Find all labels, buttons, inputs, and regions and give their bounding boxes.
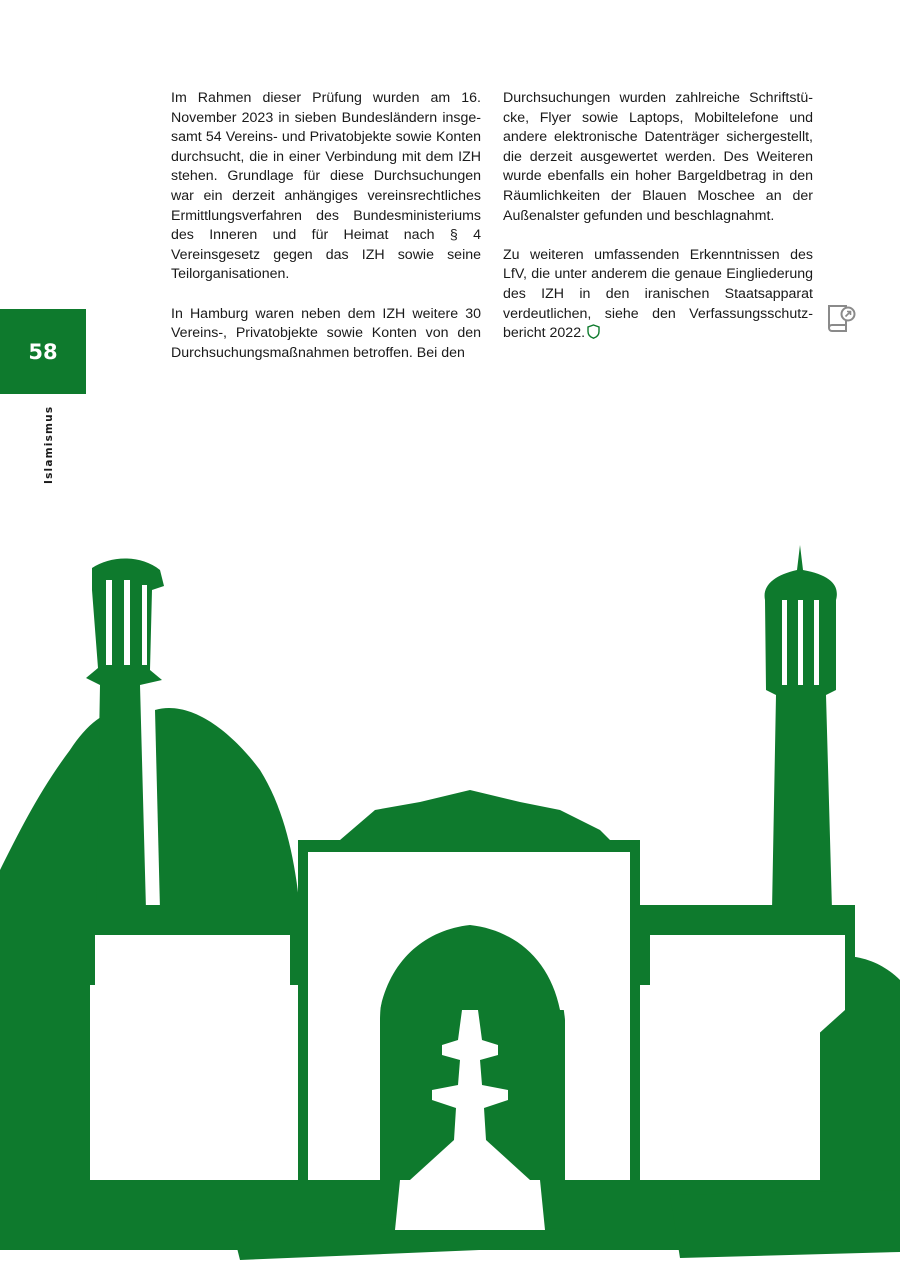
mosque-illustration	[0, 540, 900, 1272]
page-number: 58	[28, 339, 58, 364]
section-label: Islamismus	[43, 405, 55, 484]
page-number-tab	[0, 309, 86, 394]
paragraph: Durchsuchungen wurden zahlreiche Schriftstücke, Flyer sowie Laptops, Mobiltelefone und andere elektronische Datenträger sichergestellt, die derzeit ausgewertet werden. Des Weiteren wurde ebenfalls ein hoher Bargeldbetrag in den Räumlichkeiten der Blauen Moschee an der Außenalster gefunden und beschlagnahmt.	[503, 90, 813, 224]
paragraph-text: Zu weiteren umfassenden Erkenntnissen des LfV, die unter anderem die genaue Eingliederung des IZH in den iranischen Staatsapparat verdeutlichen, siehe den Verfassungsschutzbericht 2022.	[503, 246, 813, 342]
paragraph	[503, 246, 813, 344]
book-link-icon[interactable]	[824, 302, 858, 336]
text-column-right	[503, 89, 813, 363]
shield-icon	[587, 324, 600, 339]
paragraph: In Hamburg waren neben dem IZH weitere 30 Vereins-, Privatobjekte sowie Konten von den Durchsuchungsmaßnahmen betroffen. Bei den	[171, 305, 481, 361]
text-column-left	[171, 89, 481, 383]
paragraph: Im Rahmen dieser Prüfung wurden am 16. November 2023 in sieben Bundesländern insgesamt 54 Vereins- und Privatobjekte sowie Konten durchsucht, die in einer Verbindung mit dem IZH stehen. Grundlage für diese Durchsuchungen war ein derzeit anhängiges vereinsrechtliches Ermittlungsverfahren des Bundesministeriums des Inneren und für Heimat nach § 4 Vereinsgesetz gegen das IZH sowie seine Teilorganisationen.	[171, 90, 481, 283]
